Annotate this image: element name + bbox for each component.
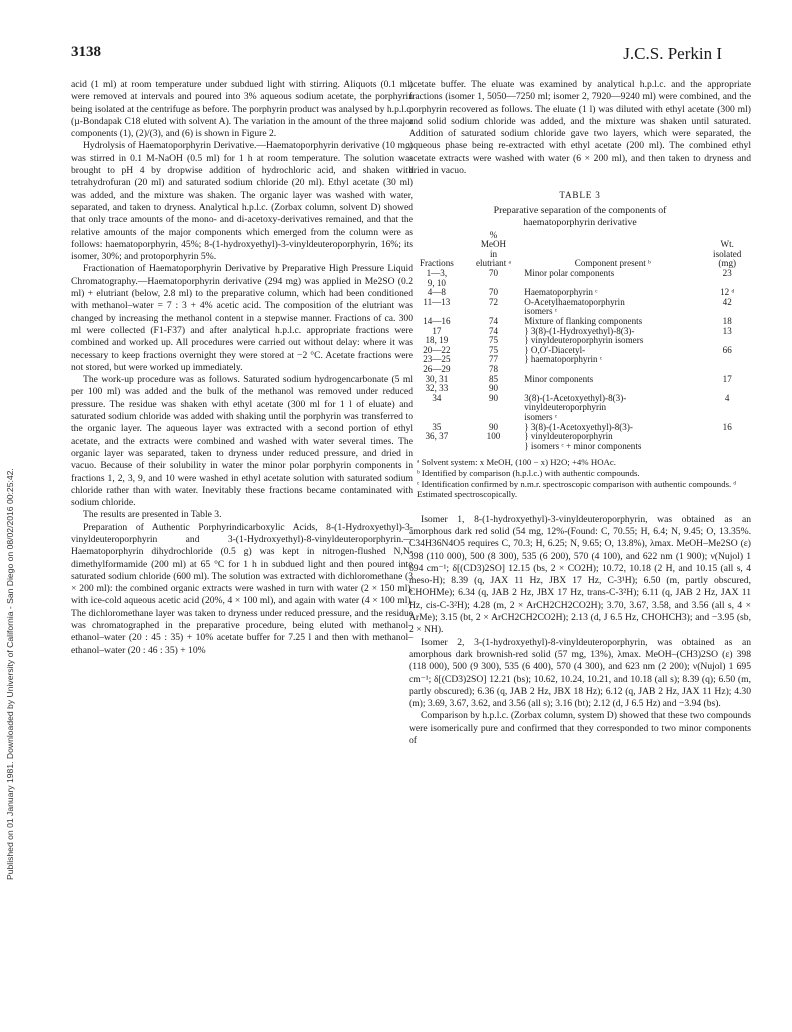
weight-cell bbox=[703, 432, 751, 442]
meoh-cell: 90 bbox=[488, 392, 499, 403]
paragraph: The work-up procedure was as follows. Saturated sodium hydrogencarbonate (5 ml per 100 ml) was added and the bulk of the methanol was removed under reduced pressure. The residue was shaken with ethyl acetate (300 ml for 1 l of eluate) and saturated sodium chloride was added with shaking until the porphyrin was transferred to the organic layer. The aqueous layer was extracted with a second portion of ethyl acetate, and the extracts were combined and washed with water several times. The organic layer was separated, taken to dryness under reduced pressure, and dried in vacuo. Because of their solubility in water the minor polar porphyrin components in fractions 1, 2, 3, 9, and 10 were washed in ethyl acetate solution with saturated sodium chloride rather than with water. Inevitably these fractions became contaminated with sodium chloride. bbox=[71, 374, 413, 509]
table-caption bbox=[409, 205, 751, 229]
fractions-cell: 26—29 bbox=[423, 363, 451, 374]
meoh-cell: 74 bbox=[488, 325, 499, 336]
column-header-line: Wt. bbox=[720, 239, 734, 250]
column-header-line: MeOH bbox=[480, 239, 507, 250]
meoh-cell: 78 bbox=[488, 363, 499, 374]
column-header-line: elutriant ᵃ bbox=[475, 258, 512, 269]
paragraph: Hydrolysis of Haematoporphyrin Derivative.—Haematoporphyrin derivative (10 mg) was stirred in 0.1 M-NaOH (0.5 ml) for 1 h at room temperature. The solution was brought to pH 4 by dropwise addition of hydrochloric acid, and shaken with tetrahydrofuran (20 ml) and saturated sodium chloride (20 ml). Ethyl acetate (30 ml) was added, and the mixture was shaken. The organic layer was washed with water, separated, and taken to dryness. Analytical h.p.l.c. (Zorbax column, solvent D) showed that only trace amounts of the mono- and di-acetoxy-derivatives remained, and that the relative amounts of the major components which emerged from the column were as follows: haematoporphyrin, 45%; 8-(1-hydroxyethyl)-3-vinyldeuteroporphyrin, 16%; its isomer, 30%; and protoporphyrin 5%. bbox=[71, 140, 413, 263]
table-row bbox=[409, 442, 751, 452]
table-label: TABLE 3 bbox=[559, 190, 601, 201]
fractions-cell: 30, 31 bbox=[425, 373, 449, 384]
component-cell: 3(8)-(1-Acetoxyethyl)-8(3)- bbox=[524, 392, 627, 403]
table-footnote: ᵃ Solvent system: x MeOH, (100 − x) H2O; +4% HOAc. bbox=[417, 457, 616, 468]
weight-cell: 16 bbox=[722, 421, 732, 432]
component-cell: } 3(8)-(1-Hydroxyethyl)-8(3)- bbox=[524, 325, 635, 336]
component-cell: O-Acetylhaematoporphyrin bbox=[524, 296, 625, 307]
right-column bbox=[409, 79, 751, 747]
paragraph: Preparation of Authentic Porphyrindicarboxylic Acids, 8-(1-Hydroxyethyl)-3-vinyldeuteroporphyrin and 3-(1-Hydroxyethyl)-8-vinyldeuteroporphyrin.—Haematoporphyrin dihydrochloride (0.5 g) was kept in nitrogen-flushed N,N-dimethylformamide (200 ml) at 65 °C for 1 h in subdued light and then poured into saturated sodium chloride (600 ml). The solution was extracted with dichloromethane (3 × 200 ml): the combined organic extracts were washed in turn with water (2 × 150 ml), with ice-cold aqueous acetic acid (20%, 4 × 100 ml), and again with water (4 × 100 ml). The dichloromethane layer was taken to dryness under reduced pressure, and the residue was chromatographed in the preparative procedure, being eluted with methanol–ethanol–water (20 : 45 : 35) + 10% acetate buffer for 7.25 l and then with methanol–ethanol–water (20 : 46 : 35) + 10% bbox=[71, 521, 413, 656]
paragraph: The results are presented in Table 3. bbox=[83, 509, 222, 521]
meoh-cell: 70 bbox=[488, 268, 499, 279]
fractions-cell: 35 bbox=[432, 421, 442, 432]
meoh-cell: 75 bbox=[488, 335, 499, 346]
paragraph: acetate buffer. The eluate was examined by analytical h.p.l.c. and the appropriate fractions (isomer 1, 5050—7250 ml; isomer 2, 7920—9240 ml) were combined, and the porphyrin recovered as follows. The eluate (1 l) was diluted with ethyl acetate (300 ml) and solid sodium chloride was added, and the mixture was shaken until saturated. Addition of saturated sodium chloride gave two layers, which were separated, the aqueous phase being re-extracted with ethyl acetate (200 ml). The combined ethyl acetate extracts were washed with water (6 × 200 ml), and then taken to dryness and dried in vacuo. bbox=[409, 79, 751, 177]
column-header-line: isolated bbox=[713, 248, 742, 259]
paragraph: Isomer 2, 3-(1-hydroxyethyl)-8-vinyldeuteroporphyrin, was obtained as an amorphous dark brownish-red solid (57 mg, 13%), λmax. MeOH–(CH3)2SO (ε) 398 (118 000), 500 (9 300), 535 (6 400), 570 (4 300), and 623 nm (2 200); ν(Nujol) 1 695 cm⁻¹; δ[(CD3)2SO] 12.21 (bs); 10.62, 10.24, 10.21, and 10.18 (all s); 8.39 (q); 6.50 (m, partly obscured); 6.36 (q, JAB 2 Hz, JBX 18 Hz); 6.12 (q, JAB 2 Hz, JAX 11 Hz); 4.30 (m); 3.69, 3.67, 3.62, and 3.56 (all s); 3.16 (bt); 2.12 (d, J 6.5 Hz) and −3.94 (bs). bbox=[409, 636, 751, 710]
component-cell: } vinyldeuteroporphyrin bbox=[524, 431, 613, 442]
table-row bbox=[409, 355, 751, 365]
column-header-weight bbox=[703, 231, 751, 269]
preparative-separation-table bbox=[409, 231, 751, 452]
meoh-cell: 90 bbox=[488, 421, 499, 432]
meoh-cell bbox=[465, 442, 523, 452]
download-notice-text: Published on 01 January 1981. Downloaded by University of California - San Diego on 08/02/2016 00:25:42. bbox=[5, 468, 15, 880]
weight-cell bbox=[703, 403, 751, 413]
weight-cell: 23 bbox=[722, 268, 732, 279]
table-footnote: ᵇ Identified by comparison (h.p.l.c.) with authentic compounds. bbox=[417, 467, 640, 478]
column-header-meoh bbox=[465, 231, 523, 269]
meoh-cell: 70 bbox=[488, 287, 499, 298]
table-footnotes bbox=[409, 457, 751, 499]
left-column bbox=[71, 79, 413, 657]
fractions-cell: 32, 33 bbox=[425, 383, 449, 394]
table-row bbox=[409, 298, 751, 308]
download-notice bbox=[3, 150, 17, 880]
column-header-line: % bbox=[489, 229, 498, 240]
weight-cell: 42 bbox=[722, 296, 732, 307]
table-row bbox=[409, 403, 751, 413]
column-header-line: in bbox=[489, 248, 498, 259]
component-cell: Mixture of flanking components bbox=[524, 316, 643, 327]
weight-cell bbox=[703, 442, 751, 452]
column-header-component: Component present ᵇ bbox=[574, 258, 651, 269]
paragraph: Fractionation of Haematoporphyrin Derivative by Preparative High Pressure Liquid Chromatography.—Haematoporphyrin derivative (294 mg) was applied in Me2SO (0.2 ml) + elutriant (below, 2.8 ml) to the preparative column, which had been conditioned with methanol–water = 7 : 3 + 4% acetic acid. The composition of the elutriant was changed by increasing the methanol content in a stepwise manner. Fractions of ca. 300 ml were collected (F1-F37) and after analytical h.p.l.c. appropriate fractions were combined and worked up. All procedures were carried out without delay: where it was necessary to keep fractions overnight they were stored at −2 °C. Acetate fractions were not stored, but were worked up immediately. bbox=[71, 263, 413, 373]
weight-cell: 13 bbox=[722, 325, 732, 336]
weight-cell: 66 bbox=[722, 344, 732, 355]
weight-cell bbox=[703, 355, 751, 365]
component-cell: } isomers ᶜ + minor components bbox=[524, 440, 642, 451]
component-cell: } vinyldeuteroporphyrin isomers bbox=[524, 335, 644, 346]
fractions-cell: 11—13 bbox=[423, 296, 451, 307]
meoh-cell bbox=[465, 403, 523, 413]
weight-cell: 4 bbox=[724, 392, 730, 403]
meoh-cell: 74 bbox=[488, 316, 499, 327]
component-cell: } haematoporphyrin ᶜ bbox=[524, 354, 603, 365]
component-cell: Minor components bbox=[524, 373, 594, 384]
fractions-cell: 14—16 bbox=[423, 316, 451, 327]
table-row bbox=[409, 375, 751, 385]
fractions-cell: 20—22 bbox=[423, 344, 451, 355]
fractions-cell: 36, 37 bbox=[425, 431, 449, 442]
component-cell: Minor polar components bbox=[524, 268, 615, 279]
weight-cell: 17 bbox=[722, 373, 732, 384]
meoh-cell: 100 bbox=[486, 431, 501, 442]
fractions-cell: 34 bbox=[432, 392, 442, 403]
fractions-cell: 1—3, bbox=[426, 268, 448, 279]
fractions-cell bbox=[409, 403, 465, 413]
fractions-cell bbox=[409, 442, 465, 452]
column-header-fractions: Fractions bbox=[419, 258, 454, 269]
meoh-cell: 85 bbox=[488, 373, 499, 384]
meoh-cell: 72 bbox=[488, 296, 499, 307]
component-cell: isomers ᶜ bbox=[524, 411, 558, 422]
fractions-cell: 18, 19 bbox=[425, 335, 449, 346]
paragraph: Isomer 1, 8-(1-hydroxyethyl)-3-vinyldeuteroporphyrin, was obtained as an amorphous dark red solid (54 mg, 12%-(Found: C, 70.55; H, 6.4; N, 9.45; O, 13.35%. C34H36N4O5 requires C, 70.3; H, 6.25; N, 9.65; O, 13.8%), λmax. MeOH–Me2SO (ε) 398 (110 000), 500 (8 300), 535 (6 200), 570 (4 100), and 622 nm (1 900); ν(Nujol) 1 694 cm⁻¹; δ[(CD3)2SO] 12.15 (bs, 2 × CO2H); 10.72, 10.18 (2 H, and 10.15 (all s, 4 meso-H); 8.39 (q, JAX 11 Hz, JBX 17 Hz, C-3¹H); 6.50 (m, partly obscured, CHOHMe); 6.34 (q, JAB 2 Hz, JBX 17 Hz, trans-C-3²H); 6.11 (q, JAB 2 Hz, JAX 11 Hz, cis-C-3²H); 4.28 (m, 2 × ArCH2CH2CO2H); 3.70, 3.67, 3.58, and 3.56 (all s, 4 × ArMe); 3.15 (bt, 2 × ArCH2CH2CO2H); 2.13 (d, J 6.5 Hz, CHOHCH3); and −3.95 (sb, 2 × NH). bbox=[409, 513, 751, 636]
meoh-cell: 77 bbox=[488, 354, 499, 365]
table-caption-line: Preparative separation of the components of bbox=[493, 204, 667, 216]
component-cell: Haematoporphyrin ᶜ bbox=[524, 287, 598, 298]
fractions-cell: 17 bbox=[432, 325, 442, 336]
paragraph: acid (1 ml) at room temperature under subdued light with stirring. Aliquots (0.1 ml) were removed at intervals and poured into 3% aqueous sodium acetate, the porphyrin being isolated at the centrifuge as before. The porphyrin product was analysed by h.p.l.c. (µ-Bondapak C18 eluted with solvent A). The variation in the amount of the three major components (1), (2)/(3), and (6) is shown in Figure 2. bbox=[71, 79, 413, 140]
table-caption-line: haematoporphyrin derivative bbox=[523, 216, 637, 228]
table-row bbox=[409, 269, 751, 279]
fractions-cell: 9, 10 bbox=[427, 277, 446, 288]
component-cell: } O,O′-Diacetyl- bbox=[524, 344, 586, 355]
paragraph: Comparison by h.p.l.c. (Zorbax column, system D) showed that these two compounds were isomerically pure and confirmed that they corresponded to two minor components of bbox=[409, 710, 751, 747]
weight-cell: 18 bbox=[722, 316, 732, 327]
component-cell: } 3(8)-(1-Acetoxyethyl)-8(3)- bbox=[524, 421, 633, 432]
fractions-cell: 23—25 bbox=[423, 354, 451, 365]
component-cell: vinyldeuteroporphyrin bbox=[524, 402, 607, 413]
weight-cell: 12 ᵈ bbox=[720, 287, 735, 298]
journal-title: J.C.S. Perkin I bbox=[623, 44, 722, 63]
table-body bbox=[409, 269, 751, 451]
page-number: 3138 bbox=[71, 44, 101, 60]
table-footnote: ᶜ Identification confirmed by n.m.r. spectroscopic comparison with authentic compounds. ᵈ Estimated spectroscopically. bbox=[417, 478, 737, 500]
meoh-cell: 75 bbox=[488, 344, 499, 355]
fractions-cell: 4—8 bbox=[427, 287, 446, 298]
meoh-cell: 90 bbox=[488, 383, 499, 394]
column-header-line: (mg) bbox=[718, 258, 737, 269]
component-cell: isomers ᶜ bbox=[524, 306, 558, 317]
